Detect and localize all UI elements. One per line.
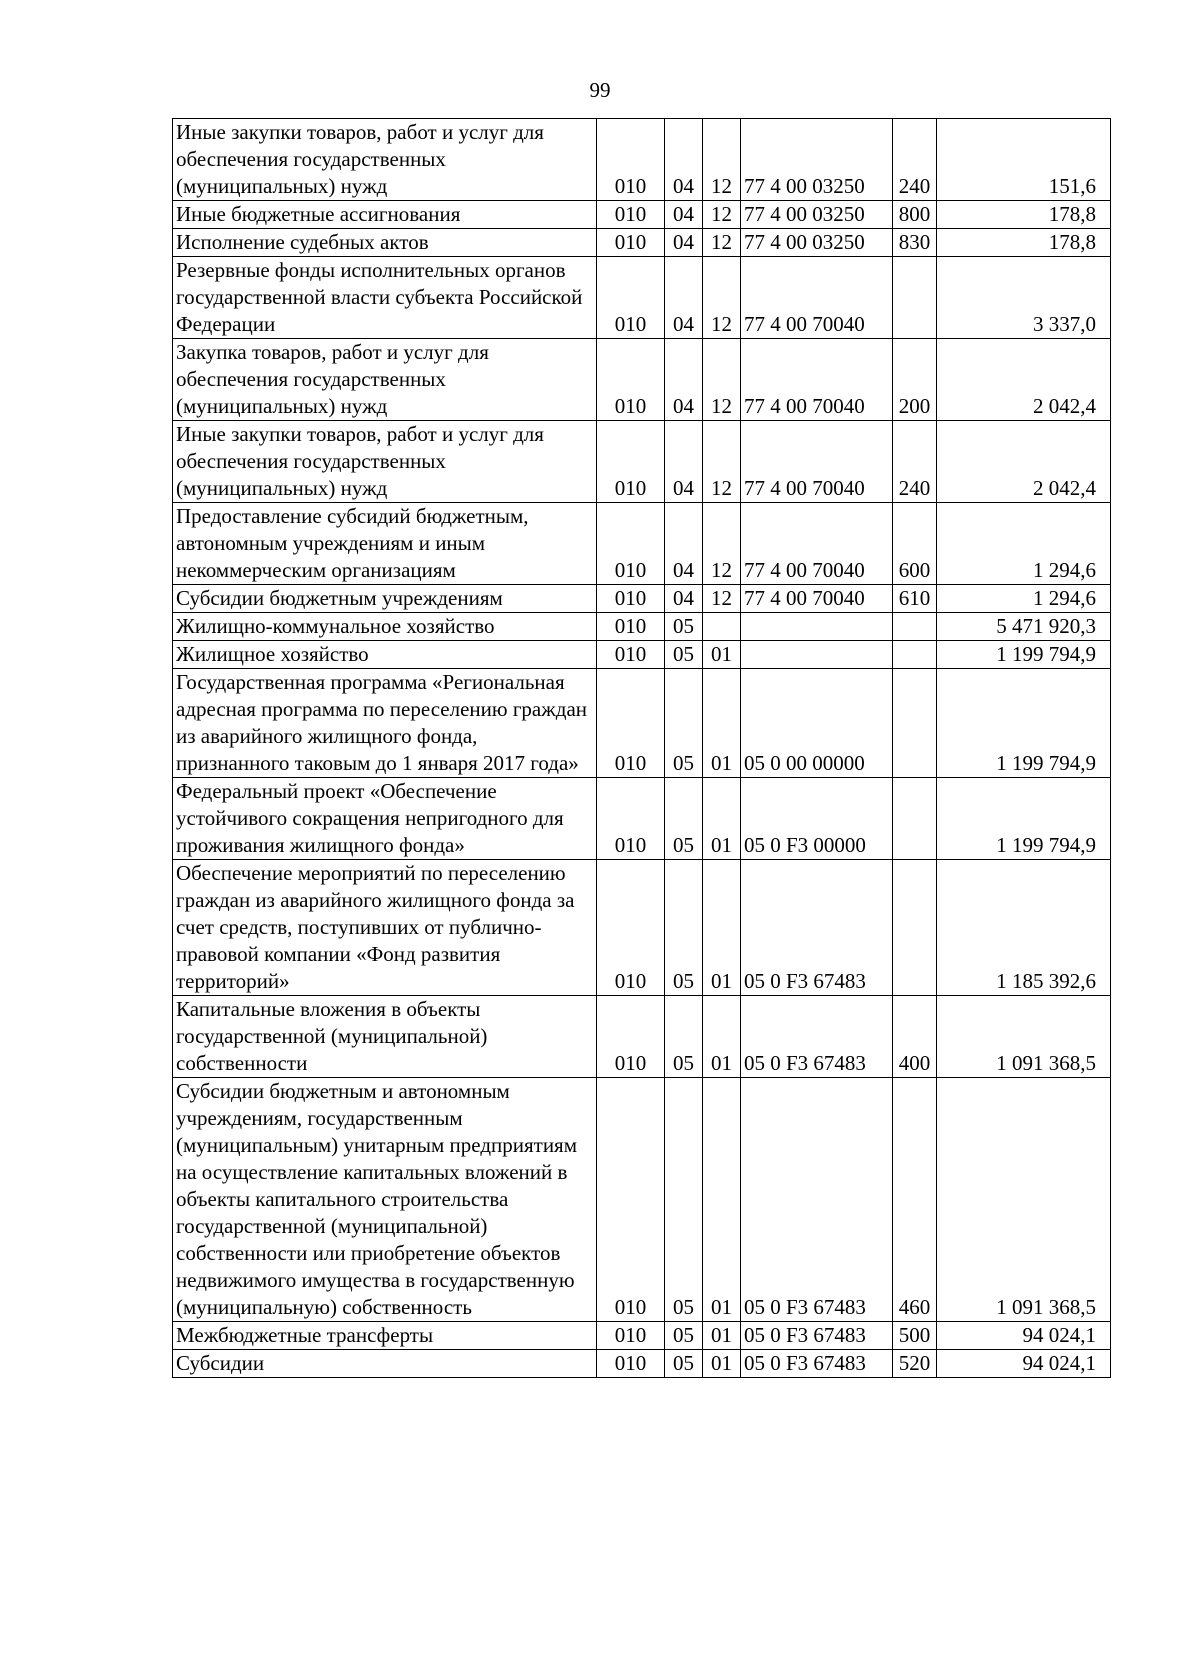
row-vr <box>893 257 937 339</box>
row-name: Иные закупки товаров, работ и услуг для обеспечения государственных (муниципальных) нужд <box>173 119 597 201</box>
row-csr: 05 0 F3 67483 <box>741 1078 893 1322</box>
row-ved: 010 <box>597 339 665 421</box>
row-ved: 010 <box>597 860 665 996</box>
row-vr: 600 <box>893 503 937 585</box>
row-pr <box>703 613 741 641</box>
row-csr: 05 0 F3 67483 <box>741 1350 893 1378</box>
row-csr: 77 4 00 70040 <box>741 339 893 421</box>
row-pr: 12 <box>703 201 741 229</box>
row-ved: 010 <box>597 229 665 257</box>
row-ved: 010 <box>597 613 665 641</box>
table-row <box>173 119 1111 201</box>
row-ved: 010 <box>597 1350 665 1378</box>
row-pr: 01 <box>703 669 741 778</box>
row-rz: 05 <box>665 1322 703 1350</box>
row-ved: 010 <box>597 669 665 778</box>
row-vr: 800 <box>893 201 937 229</box>
row-rz: 05 <box>665 996 703 1078</box>
row-csr: 77 4 00 70040 <box>741 503 893 585</box>
row-name: Иные бюджетные ассигнования <box>173 201 597 229</box>
table-row <box>173 641 1111 669</box>
row-ved: 010 <box>597 201 665 229</box>
row-pr: 12 <box>703 421 741 503</box>
row-name: Жилищное хозяйство <box>173 641 597 669</box>
row-csr: 77 4 00 70040 <box>741 421 893 503</box>
row-rz: 04 <box>665 119 703 201</box>
row-rz: 05 <box>665 860 703 996</box>
row-csr: 05 0 F3 67483 <box>741 1322 893 1350</box>
table-row <box>173 503 1111 585</box>
row-csr: 77 4 00 70040 <box>741 585 893 613</box>
row-vr: 610 <box>893 585 937 613</box>
row-vr: 500 <box>893 1322 937 1350</box>
row-csr: 77 4 00 03250 <box>741 201 893 229</box>
row-rz: 04 <box>665 421 703 503</box>
row-sum: 2 042,4 <box>937 421 1111 503</box>
row-rz: 05 <box>665 613 703 641</box>
row-csr: 77 4 00 03250 <box>741 229 893 257</box>
row-vr <box>893 669 937 778</box>
row-name: Жилищно-коммунальное хозяйство <box>173 613 597 641</box>
row-sum: 178,8 <box>937 229 1111 257</box>
row-vr <box>893 613 937 641</box>
table-row <box>173 421 1111 503</box>
row-sum: 1 185 392,6 <box>937 860 1111 996</box>
row-ved: 010 <box>597 996 665 1078</box>
row-name: Межбюджетные трансферты <box>173 1322 597 1350</box>
row-sum: 1 091 368,5 <box>937 996 1111 1078</box>
row-sum: 1 199 794,9 <box>937 669 1111 778</box>
table-row <box>173 1350 1111 1378</box>
row-sum: 178,8 <box>937 201 1111 229</box>
row-sum: 94 024,1 <box>937 1322 1111 1350</box>
row-rz: 04 <box>665 201 703 229</box>
table-row <box>173 1322 1111 1350</box>
row-vr: 520 <box>893 1350 937 1378</box>
row-csr: 05 0 00 00000 <box>741 669 893 778</box>
row-pr: 01 <box>703 778 741 860</box>
row-name: Субсидии <box>173 1350 597 1378</box>
row-name: Федеральный проект «Обеспечение устойчивого сокращения непригодного для проживания жилищного фонда» <box>173 778 597 860</box>
row-name: Капитальные вложения в объекты государственной (муниципальной) собственности <box>173 996 597 1078</box>
row-csr <box>741 613 893 641</box>
row-ved: 010 <box>597 119 665 201</box>
row-rz: 04 <box>665 257 703 339</box>
row-vr <box>893 641 937 669</box>
row-pr: 01 <box>703 1078 741 1322</box>
row-vr: 200 <box>893 339 937 421</box>
row-rz: 04 <box>665 229 703 257</box>
row-ved: 010 <box>597 778 665 860</box>
row-vr: 400 <box>893 996 937 1078</box>
row-rz: 05 <box>665 1078 703 1322</box>
page-number: 99 <box>589 78 611 102</box>
row-pr: 12 <box>703 585 741 613</box>
row-sum: 151,6 <box>937 119 1111 201</box>
row-csr <box>741 641 893 669</box>
table-row <box>173 996 1111 1078</box>
row-name: Резервные фонды исполнительных органов государственной власти субъекта Российской Федерации <box>173 257 597 339</box>
row-rz: 05 <box>665 641 703 669</box>
row-ved: 010 <box>597 421 665 503</box>
table-row <box>173 257 1111 339</box>
row-rz: 04 <box>665 339 703 421</box>
row-vr: 240 <box>893 119 937 201</box>
row-rz: 05 <box>665 669 703 778</box>
table-row <box>173 613 1111 641</box>
table-row <box>173 669 1111 778</box>
row-vr: 830 <box>893 229 937 257</box>
row-sum: 1 294,6 <box>937 503 1111 585</box>
row-name: Предоставление субсидий бюджетным, автономным учреждениям и иным некоммерческим организациям <box>173 503 597 585</box>
row-csr: 05 0 F3 67483 <box>741 996 893 1078</box>
row-sum: 2 042,4 <box>937 339 1111 421</box>
row-sum: 1 199 794,9 <box>937 778 1111 860</box>
row-pr: 12 <box>703 503 741 585</box>
row-name: Субсидии бюджетным учреждениям <box>173 585 597 613</box>
row-sum: 3 337,0 <box>937 257 1111 339</box>
row-sum: 1 294,6 <box>937 585 1111 613</box>
row-sum: 94 024,1 <box>937 1350 1111 1378</box>
row-name: Закупка товаров, работ и услуг для обеспечения государственных (муниципальных) нужд <box>173 339 597 421</box>
table-row <box>173 778 1111 860</box>
row-name: Государственная программа «Региональная адресная программа по переселению граждан из аварийного жилищного фонда, признанного таковым до 1 января 2017 года» <box>173 669 597 778</box>
row-vr <box>893 860 937 996</box>
row-ved: 010 <box>597 503 665 585</box>
row-pr: 12 <box>703 257 741 339</box>
row-pr: 01 <box>703 860 741 996</box>
row-rz: 04 <box>665 585 703 613</box>
table-row <box>173 201 1111 229</box>
row-vr: 460 <box>893 1078 937 1322</box>
row-pr: 01 <box>703 641 741 669</box>
row-sum: 1 199 794,9 <box>937 641 1111 669</box>
row-ved: 010 <box>597 257 665 339</box>
row-rz: 04 <box>665 503 703 585</box>
table-row <box>173 860 1111 996</box>
row-pr: 01 <box>703 1350 741 1378</box>
row-csr: 05 0 F3 00000 <box>741 778 893 860</box>
row-ved: 010 <box>597 1322 665 1350</box>
row-pr: 12 <box>703 339 741 421</box>
table-row <box>173 1078 1111 1322</box>
table-row <box>173 339 1111 421</box>
row-name: Субсидии бюджетным и автономным учреждениям, государственным (муниципальным) унитарным предприятиям на осуществление капитальных вложений в объекты капитального строительства государственной (муниципальной) собственности или приобретение объектов недвижимого имущества в государственную (муниципальную) собственность <box>173 1078 597 1322</box>
table-row <box>173 585 1111 613</box>
row-ved: 010 <box>597 641 665 669</box>
row-ved: 010 <box>597 1078 665 1322</box>
row-rz: 05 <box>665 1350 703 1378</box>
row-name: Иные закупки товаров, работ и услуг для обеспечения государственных (муниципальных) нужд <box>173 421 597 503</box>
row-csr: 77 4 00 03250 <box>741 119 893 201</box>
row-pr: 01 <box>703 1322 741 1350</box>
row-sum: 5 471 920,3 <box>937 613 1111 641</box>
row-csr: 77 4 00 70040 <box>741 257 893 339</box>
row-name: Исполнение судебных актов <box>173 229 597 257</box>
row-sum: 1 091 368,5 <box>937 1078 1111 1322</box>
row-pr: 12 <box>703 229 741 257</box>
row-name: Обеспечение мероприятий по переселению граждан из аварийного жилищного фонда за счет средств, поступивших от публично-правовой компании «Фонд развития территорий» <box>173 860 597 996</box>
row-vr: 240 <box>893 421 937 503</box>
row-ved: 010 <box>597 585 665 613</box>
row-rz: 05 <box>665 778 703 860</box>
row-csr: 05 0 F3 67483 <box>741 860 893 996</box>
row-vr <box>893 778 937 860</box>
table-row <box>173 229 1111 257</box>
row-pr: 01 <box>703 996 741 1078</box>
budget-table <box>172 118 1111 1378</box>
row-pr: 12 <box>703 119 741 201</box>
